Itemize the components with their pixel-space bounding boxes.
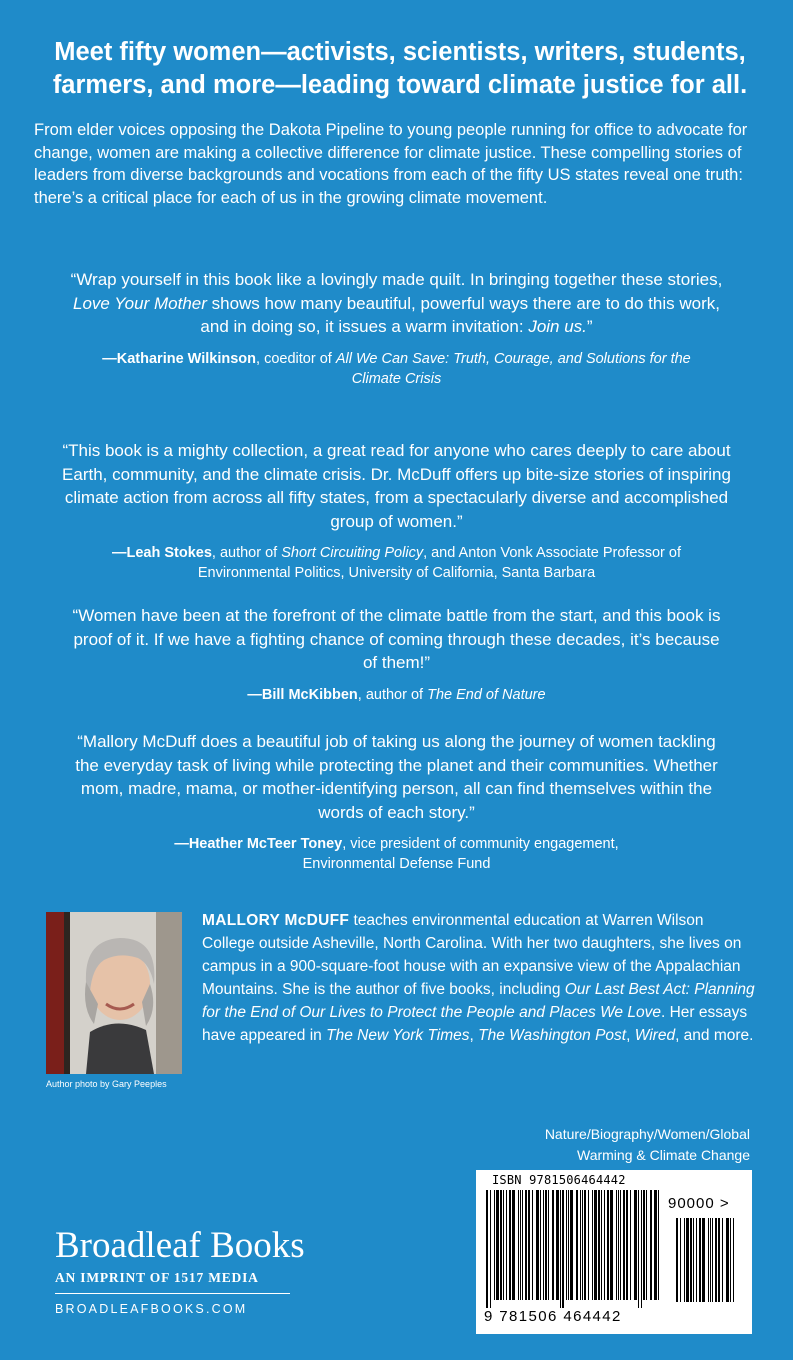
isbn-label: ISBN 9781506464442 <box>492 1173 626 1187</box>
photo-credit: Author photo by Gary Peeples <box>46 1079 167 1089</box>
quote-toney <box>30 730 763 874</box>
publisher-imprint: AN IMPRINT OF 1517 MEDIA <box>55 1270 259 1285</box>
publisher-divider <box>55 1293 290 1294</box>
isbn-digits: 9 781506 464442 <box>484 1308 622 1325</box>
headline <box>40 36 760 102</box>
author-name: MALLORY McDUFF <box>202 912 350 929</box>
quote-attribution: —Heather McTeer Toney, vice president of community engagement, Environmental Defense Fund <box>174 836 619 872</box>
author-bio: MALLORY McDUFF teaches environmental education at Warren Wilson College outside Asheville, North Carolina. With her two daughters, she lives on campus in a 900-square-foot house with an expansive view of the Appalachian Mountains. She is the author of five books, including Our Last Best Act: Planning for the End of Our Lives to Protect the People and Places We Love. Her essays have appeared in The New York Times, The Washington Post, Wired, and more. <box>202 912 755 1044</box>
intro-paragraph: From elder voices opposing the Dakota Pipeline to young people running for office to advocate for change, women are making a collective difference for climate justice. These compelling stories of leaders from diverse backgrounds and vocations from each of the fifty US states reveal one truth: there’s a critical place for each of us in the growing climate movement. <box>34 121 748 207</box>
bisac-category: Nature/Biography/Women/Global Warming & Climate Change <box>544 1126 750 1163</box>
quote-text: “Women have been at the forefront of the climate battle from the start, and this book is proof of it. If we have a fighting chance of coming through these decades, it’s because of them!” <box>72 606 721 672</box>
publisher-website: BROADLEAFBOOKS.COM <box>55 1302 248 1316</box>
quote-text: “Mallory McDuff does a beautiful job of taking us along the journey of women tackling the everyday task of living while protecting the planet and their communities. Whether mom, madre, mama, or mother-identifying person, all can find themselves within the words of each story.” <box>75 732 718 822</box>
barcode-addon-bars <box>676 1218 736 1310</box>
quote-text: “This book is a mighty collection, a great read for anyone who cares deeply to care about Earth, community, and the climate crisis. Dr. McDuff offers up bite-size stories of inspiring climate action from across all fifty states, from a spectacularly diverse and accomplished group of women.” <box>62 441 731 531</box>
author-photo <box>46 912 182 1074</box>
publisher-logo: Broadleaf Books <box>55 1225 305 1266</box>
headline-line-2: farmers, and more—leading toward climate justice for all. <box>52 71 748 99</box>
quote-wilkinson <box>30 268 763 389</box>
quote-mckibben <box>30 604 763 705</box>
quote-text: “Wrap yourself in this book like a lovingly made quilt. In bringing together these stories, Love Your Mother shows how many beautiful, powerful ways there are to do this work, and in doing so, it issues a warm invitation: Join us.” <box>70 270 723 336</box>
quote-attribution: —Bill McKibben, author of The End of Nature <box>247 686 546 703</box>
price-code: 90000 > <box>668 1195 730 1212</box>
quote-attribution: —Katharine Wilkinson, coeditor of All We Can Save: Truth, Courage, and Solutions for the Climate Crisis <box>102 350 691 387</box>
quote-stokes <box>30 439 763 583</box>
barcode <box>476 1170 752 1334</box>
quote-attribution: —Leah Stokes, author of Short Circuiting Policy, and Anton Vonk Associate Professor of Environmental Politics, University of California, Santa Barbara <box>111 545 682 581</box>
author-portrait-image <box>46 912 182 1074</box>
headline-line-1: Meet fifty women—activists, scientists, writers, students, <box>54 38 746 66</box>
barcode-bars <box>486 1190 662 1308</box>
